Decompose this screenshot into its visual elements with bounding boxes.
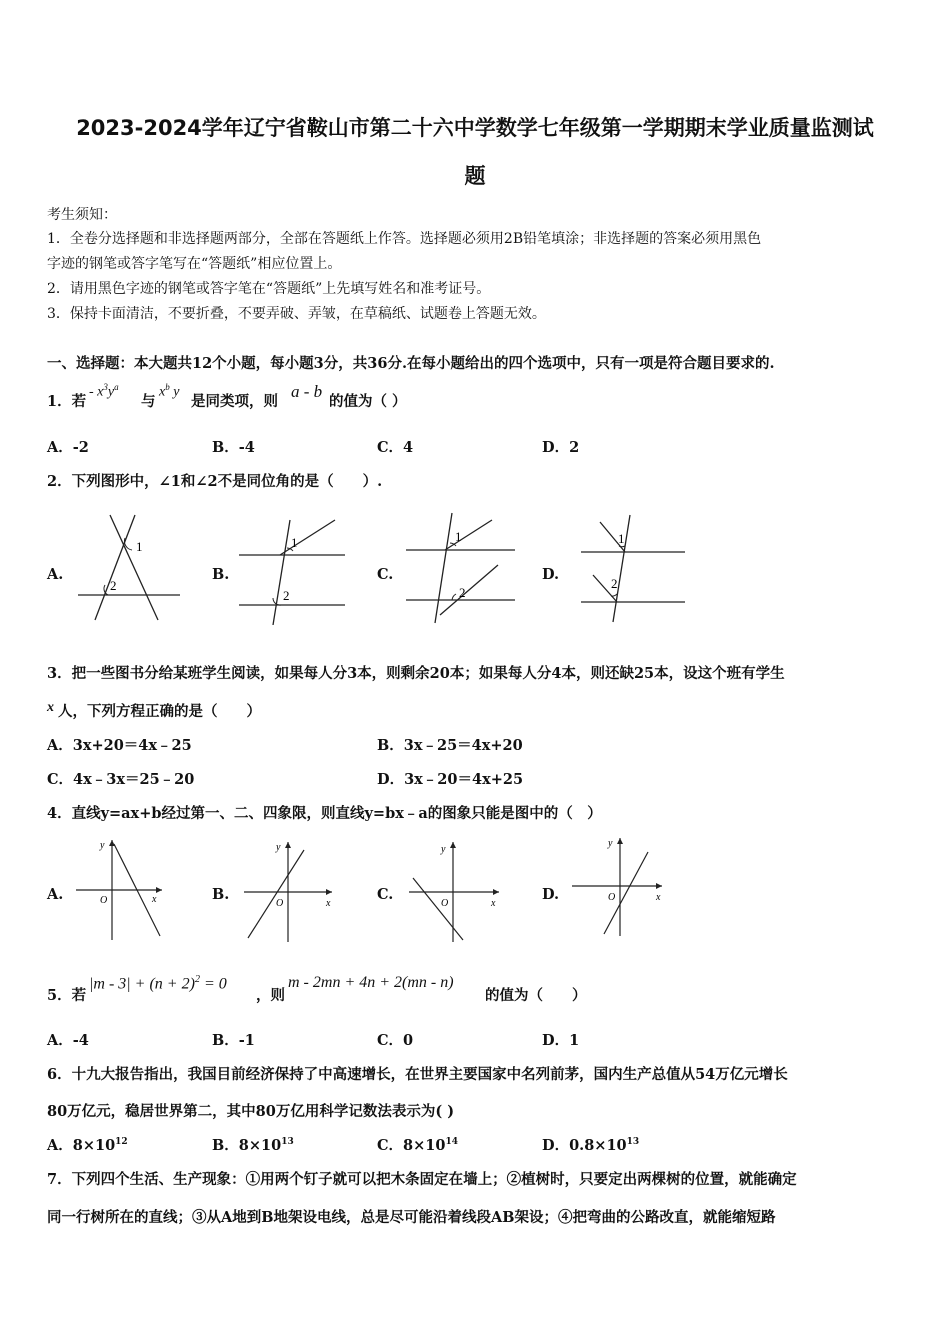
- q6-option-a-base: A．8×10: [47, 1137, 116, 1154]
- q1-expr3: a - b: [291, 382, 323, 401]
- q4c-y: y: [441, 844, 446, 855]
- q4c-x: x: [491, 898, 496, 909]
- q1-option-c[interactable]: C．4: [377, 439, 414, 456]
- q4b-x: x: [326, 898, 331, 909]
- q7-line2: 同一行树所在的直线；③从A地到B地架设电线，总是尽可能沿着线段AB架设；④把弯曲的公路改直，就能缩短路: [47, 1209, 776, 1226]
- q2-figure-b: [235, 510, 350, 625]
- q4-graph-c: [405, 838, 505, 946]
- q4a-x: x: [152, 894, 157, 905]
- q2-figure-d: [575, 510, 690, 625]
- q2b-angle2: 2: [283, 588, 290, 603]
- q6-option-c[interactable]: [377, 1134, 458, 1155]
- q4-graph-b: [240, 836, 340, 944]
- q7-line1: 7．下列四个生活、生产现象：①用两个钉子就可以把木条固定在墙上；②植树时，只要定出两棵树的位置，就能确定: [47, 1171, 797, 1188]
- q2-text: 2．下列图形中，∠1和∠2不是同位角的是（ ）.: [47, 473, 383, 490]
- q4b-origin: O: [276, 898, 284, 909]
- q1-expr1-x: x: [97, 384, 104, 400]
- q4-label-d[interactable]: D.: [542, 886, 560, 903]
- page-title-continued: 题: [464, 164, 486, 188]
- q1-expr2-xexp: b: [165, 382, 170, 392]
- q5-option-b[interactable]: B．-1: [212, 1032, 255, 1049]
- q1-expr1-coef: -: [89, 384, 94, 400]
- q5-option-c[interactable]: C．0: [377, 1032, 414, 1049]
- section-heading: 一、选择题：本大题共12个小题，每小题3分，共36分.在每小题给出的四个选项中，只有一项是符合题目要求的.: [47, 355, 775, 372]
- q2-figure-a: [70, 510, 190, 625]
- q6-option-a[interactable]: [47, 1134, 128, 1155]
- q3-option-b[interactable]: B．3x﹣25＝4x+20: [377, 737, 523, 754]
- q2a-angle2: 2: [110, 578, 117, 593]
- q5-suffix: 的值为（ ）: [485, 987, 587, 1004]
- q5-option-a[interactable]: A．-4: [47, 1032, 89, 1049]
- q6-option-d-exp: 13: [626, 1137, 640, 1148]
- q2-figure-c: [400, 505, 520, 625]
- notice-item-1: 1．全卷分选择题和非选择题两部分，全部在答题纸上作答。选择题必须用2B铅笔填涂；非选择题的答案必须用黑色: [47, 231, 762, 247]
- q4-label-a[interactable]: A.: [47, 886, 64, 903]
- q4-label-b[interactable]: B.: [212, 886, 230, 903]
- q4-label-c[interactable]: C.: [377, 886, 394, 903]
- q4d-x: x: [656, 892, 661, 903]
- q3-line2: 人，下列方程正确的是（ ）: [58, 703, 261, 720]
- q1-expr1-y: y: [107, 384, 115, 400]
- q1-option-b[interactable]: B．-4: [212, 439, 255, 456]
- notice-item-2: 2．请用黑色字迹的钢笔或答字笔在“答题纸”上先填写姓名和准考证号。: [47, 281, 491, 297]
- q4b-y: y: [276, 842, 281, 853]
- q1-option-a[interactable]: A．-2: [47, 439, 89, 456]
- q1-expr1-yexp: a: [114, 382, 119, 392]
- q4a-y: y: [100, 840, 105, 851]
- q2a-angle1: 1: [136, 539, 143, 554]
- q5-prefix: 5．若: [47, 987, 87, 1004]
- q3-option-d[interactable]: D．3x﹣20＝4x+25: [377, 771, 524, 788]
- q2b-angle1: 1: [291, 535, 298, 550]
- q5-expression: m - 2mn + 4n + 2(mn - n): [288, 974, 454, 991]
- q4-graph-a: [70, 836, 170, 944]
- q4d-y: y: [608, 838, 613, 849]
- q4a-origin: O: [100, 895, 108, 906]
- q6-option-a-exp: 12: [115, 1137, 128, 1148]
- q1-mid: 与: [141, 393, 156, 410]
- q3-option-c[interactable]: C．4x﹣3x＝25﹣20: [47, 771, 195, 788]
- q1-mid2: 是同类项，则: [191, 393, 278, 410]
- q1-expr1: [89, 382, 119, 401]
- q6-option-d[interactable]: [542, 1134, 639, 1155]
- q6-line2: 80万亿元，稳居世界第二，其中80万亿用科学记数法表示为( ): [47, 1103, 455, 1120]
- q5-condition: [89, 974, 227, 993]
- q6-option-c-exp: 14: [445, 1137, 458, 1148]
- q4-text: 4．直线y=ax+b经过第一、二、四象限，则直线y=bx﹣a的图象只能是图中的（ ）: [47, 805, 602, 822]
- q2-label-a[interactable]: A.: [47, 566, 64, 583]
- q2d-angle1: 1: [618, 531, 625, 546]
- page-title: 2023-2024学年辽宁省鞍山市第二十六中学数学七年级第一学期期末学业质量监测试: [76, 116, 874, 140]
- q4-graph-d: [568, 834, 668, 942]
- q2c-angle1: 1: [455, 529, 462, 544]
- q3-line1: 3．把一些图书分给某班学生阅读，如果每人分3本，则剩余20本；如果每人分4本，则还缺25本，设这个班有学生: [47, 665, 785, 682]
- q3-var: x: [47, 700, 54, 715]
- q1-expr2-x: x: [159, 384, 166, 400]
- q4c-origin: O: [441, 898, 449, 909]
- q2-label-b[interactable]: B.: [212, 566, 230, 583]
- q6-option-b-base: B．8×10: [212, 1137, 282, 1154]
- q1-expr2-y: y: [173, 384, 180, 400]
- notice-item-1-cont: 字迹的钢笔或答字笔写在“答题纸”相应位置上。: [47, 256, 342, 272]
- q1-suffix: 的值为（ ）: [329, 393, 407, 410]
- q2-label-c[interactable]: C.: [377, 566, 394, 583]
- q4d-origin: O: [608, 892, 616, 903]
- q3-option-a[interactable]: A．3x+20＝4x﹣25: [47, 737, 192, 754]
- q5-mid: ，则: [256, 987, 285, 1004]
- notice-heading: 考生须知：: [47, 207, 117, 223]
- notice-item-3: 3．保持卡面清洁，不要折叠，不要弄破、弄皱，在草稿纸、试题卷上答题无效。: [47, 306, 546, 322]
- q6-line1: 6．十九大报告指出，我国目前经济保持了中高速增长，在世界主要国家中名列前茅，国内生产总值从54万亿元增长: [47, 1066, 788, 1083]
- q5-cond-end: = 0: [199, 975, 227, 993]
- q1-prefix: 1．若: [47, 393, 87, 410]
- q6-option-c-base: C．8×10: [377, 1137, 446, 1154]
- q1-option-d[interactable]: D．2: [542, 439, 580, 456]
- q6-option-b-exp: 13: [281, 1137, 294, 1148]
- q5-option-d[interactable]: D．1: [542, 1032, 580, 1049]
- q6-option-b[interactable]: [212, 1134, 294, 1155]
- q5-cond-main: |m - 3| + (n + 2): [89, 975, 195, 993]
- q2c-angle2: 2: [459, 585, 466, 600]
- q2d-angle2: 2: [611, 576, 618, 591]
- q1-expr1-xexp: 3: [103, 382, 108, 392]
- q2-label-d[interactable]: D.: [542, 566, 560, 583]
- q6-option-d-base: D．0.8×10: [542, 1137, 627, 1154]
- q5-cond-exp: 2: [194, 974, 200, 985]
- q1-expr2: [159, 382, 179, 401]
